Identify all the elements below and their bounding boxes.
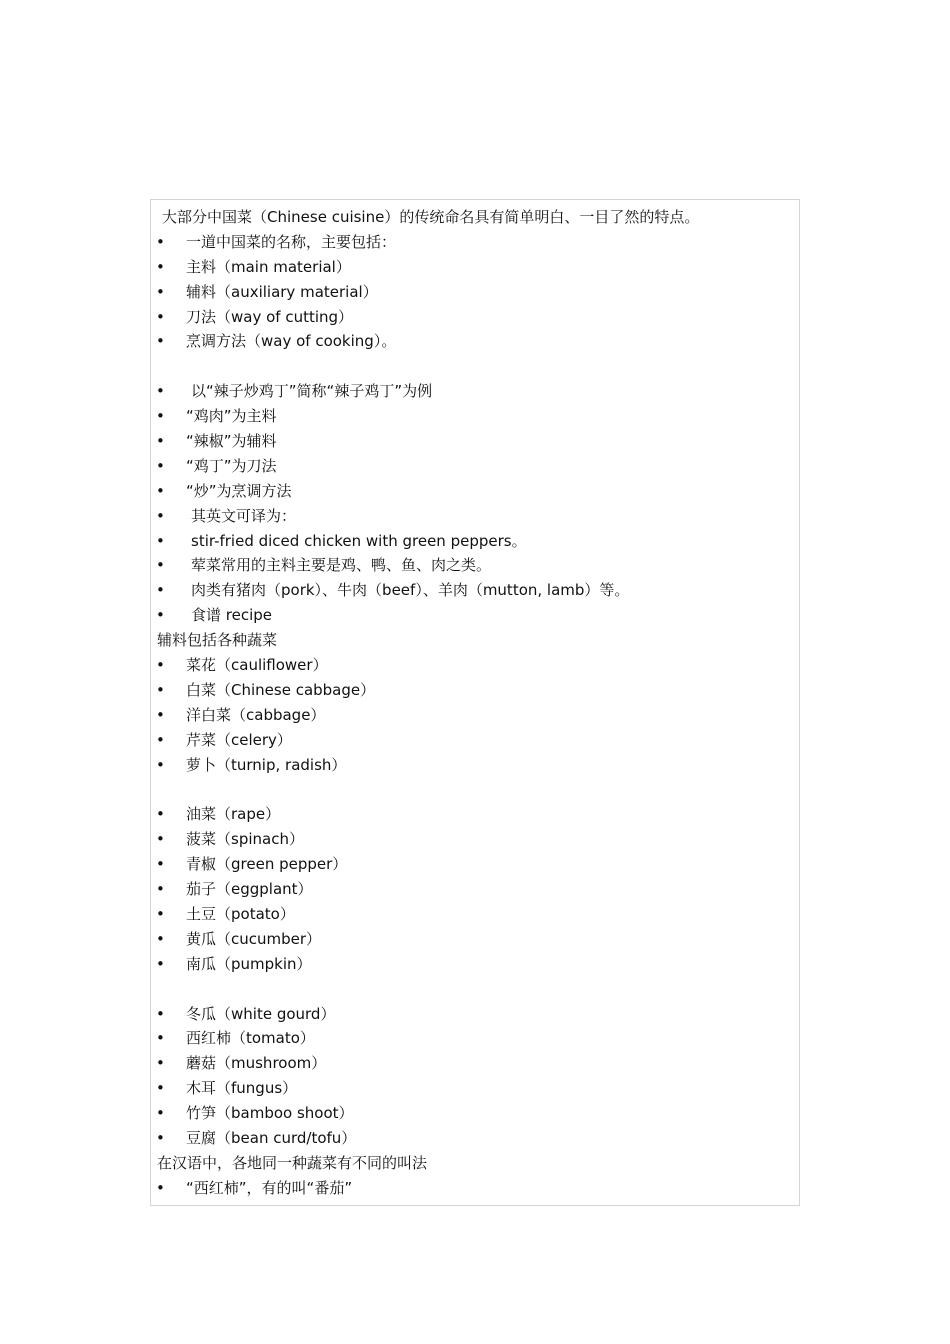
list-item [156,753,794,778]
list-item [156,1126,794,1151]
line-text: 木耳（fungus） [186,1079,298,1098]
bullet-icon: • [156,481,165,500]
line-text: 辅料包括各种蔬菜 [157,631,278,650]
bullet-icon: • [156,332,165,351]
line-text: “鸡丁”为刀法 [186,456,277,475]
line-text: 菠菜（spinach） [186,830,304,849]
line-text: 大部分中国菜（Chinese cuisine）的传统命名具有简单明白、一目了然的特点。 [162,208,700,226]
line-text: 荤菜常用的主料主要是鸡、鸭、鱼、肉之类。 [191,556,492,575]
list-item [156,852,794,877]
list-item [156,479,794,504]
bullet-icon: • [156,830,165,849]
bullet-icon: • [156,954,165,973]
line-text: 冬瓜（white gourd） [186,1004,336,1023]
bullet-icon: • [156,382,165,401]
line-text: 豆腐（bean curd/tofu） [186,1128,357,1147]
list-item [156,1101,794,1126]
list-item [156,952,794,977]
bullet-icon: • [156,656,165,675]
line-text: 西红柿（tomato） [186,1029,315,1048]
bullet-icon: • [156,432,165,451]
bullet-icon: • [156,606,165,625]
bullet-icon: • [156,1104,165,1123]
list-item [156,728,794,753]
bullet-icon: • [156,1029,165,1048]
line-text: “西红柿”，有的叫“番茄” [186,1178,353,1197]
list-item [156,529,794,554]
list-item [156,653,794,678]
line-text: 白菜（Chinese cabbage） [186,680,376,699]
line-text: 刀法（way of cutting） [186,307,354,326]
line-text: 南瓜（pumpkin） [186,954,312,973]
list-item [156,603,794,628]
bullet-icon: • [156,307,165,326]
bullet-icon: • [156,730,165,749]
line-text: 肉类有猪肉（pork）、牛肉（beef）、羊肉（mutton, lamb）等。 [191,581,630,600]
line-text: 在汉语中，各地同一种蔬菜有不同的叫法 [157,1153,428,1172]
bullet-icon: • [156,257,165,276]
bullet-icon: • [156,1178,165,1197]
bullet-icon: • [156,1004,165,1023]
line-text: stir-fried diced chicken with green peppers。 [191,531,527,550]
list-item [156,678,794,703]
list-item [156,255,794,280]
bullet-icon: • [156,407,165,426]
bullet-icon: • [156,556,165,575]
list-item [156,827,794,852]
list-item [156,1002,794,1027]
bullet-icon: • [156,232,165,251]
list-item [156,1026,794,1051]
bullet-icon: • [156,929,165,948]
line-text: 以“辣子炒鸡丁”简称“辣子鸡丁”为例 [191,382,433,401]
line-text: 黄瓜（cucumber） [186,929,322,948]
list-item [156,429,794,454]
bullet-icon: • [156,855,165,874]
bullet-icon: • [156,581,165,600]
bullet-icon: • [156,880,165,899]
list-item [156,280,794,305]
line-text: 土豆（potato） [186,904,295,923]
list-item [156,454,794,479]
bullet-icon: • [156,1054,165,1073]
line-text: 菜花（cauliflower） [186,656,328,675]
line-text: 主料（main material） [186,257,351,276]
line-text: 萝卜（turnip, radish） [186,755,347,774]
list-item [156,1076,794,1101]
blank-line [156,777,794,802]
section-heading [156,1151,794,1176]
list-item [156,578,794,603]
line-text: “炒”为烹调方法 [186,481,292,500]
line-text: 烹调方法（way of cooking）。 [186,332,397,351]
section-heading [156,628,794,653]
bullet-icon: • [156,755,165,774]
line-text: 茄子（eggplant） [186,880,313,899]
list-item [156,1176,794,1201]
list-item [156,927,794,952]
list-item [156,329,794,354]
bullet-icon: • [156,506,165,525]
line-text: 其英文可译为： [191,506,297,525]
bullet-icon: • [156,1128,165,1147]
list-item [156,802,794,827]
bullet-icon: • [156,805,165,824]
line-text: 一道中国菜的名称，主要包括： [186,232,397,251]
bullet-icon: • [156,282,165,301]
line-text: 芹菜（celery） [186,730,292,749]
document-body [156,205,794,1201]
list-item [156,1051,794,1076]
line-text: 青椒（green pepper） [186,855,348,874]
line-text: “鸡肉”为主料 [186,407,277,426]
line-text: 油菜（rape） [186,805,281,824]
bullet-icon: • [156,456,165,475]
line-text: “辣椒”为辅料 [186,432,277,451]
list-item [156,902,794,927]
bullet-icon: • [156,680,165,699]
line-text: 竹笋（bamboo shoot） [186,1104,354,1123]
line-text: 蘑菇（mushroom） [186,1054,327,1073]
list-item [156,504,794,529]
bullet-icon: • [156,531,165,550]
line-text: 辅料（auxiliary material） [186,282,378,301]
blank-line [156,354,794,379]
list-item [156,379,794,404]
line-text: 洋白菜（cabbage） [186,705,326,724]
intro-paragraph [156,205,794,230]
bullet-icon: • [156,705,165,724]
document-frame [150,199,800,1206]
bullet-icon: • [156,1079,165,1098]
bullet-icon: • [156,904,165,923]
blank-line [156,977,794,1002]
list-item [156,404,794,429]
list-item [156,553,794,578]
line-text: 食谱 recipe [191,606,272,625]
list-item [156,230,794,255]
list-item [156,877,794,902]
list-item [156,305,794,330]
list-item [156,703,794,728]
